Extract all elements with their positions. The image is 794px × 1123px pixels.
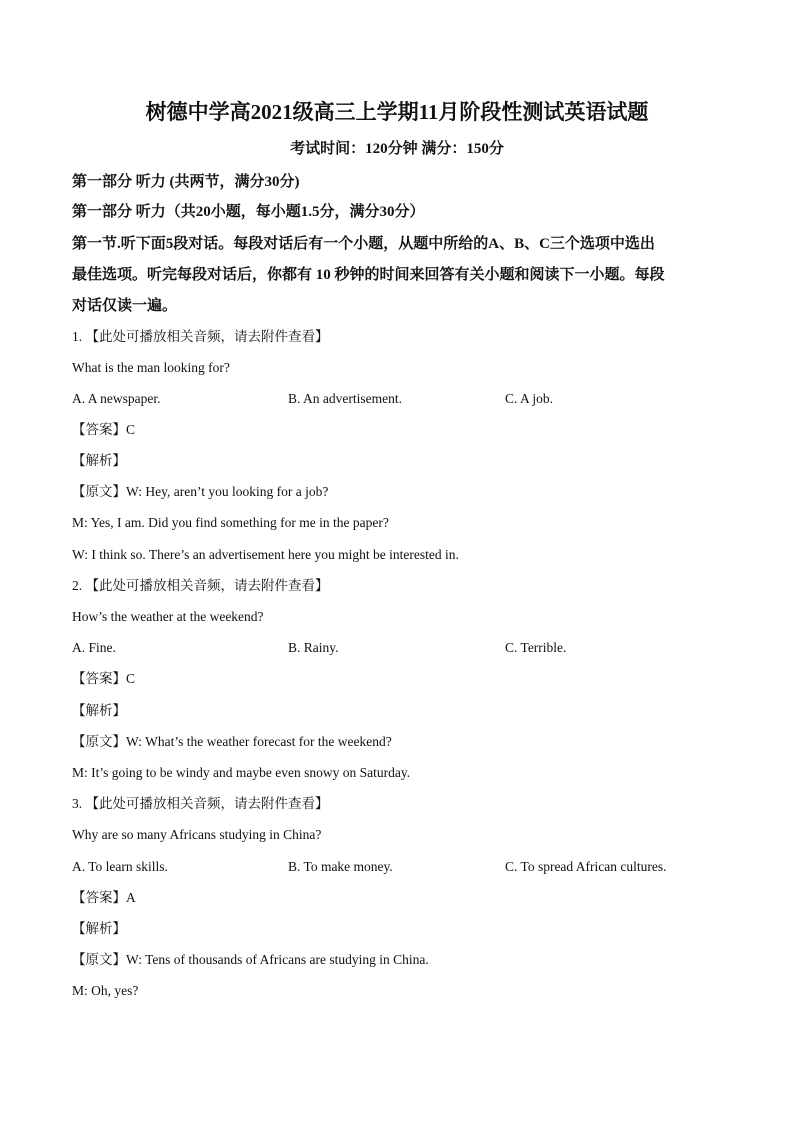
question-2-option-c: C. Terrible. <box>505 640 567 655</box>
question-2-analysis: 【解析】 <box>72 703 126 718</box>
question-2-option-b: B. Rainy. <box>288 640 339 655</box>
question-1-audio-note: 1. 【此处可播放相关音频，请去附件查看】 <box>72 329 329 344</box>
question-3-stem: Why are so many Africans studying in China? <box>72 827 322 842</box>
question-3-option-c: C. To spread African cultures. <box>505 859 667 874</box>
question-1-transcript-line-3: W: I think so. There’s an advertisement here you might be interested in. <box>72 547 459 562</box>
question-1-option-c: C. A job. <box>505 391 554 406</box>
question-3-transcript-line-1: 【原文】W: Tens of thousands of Africans are studying in China. <box>72 952 429 967</box>
question-2-audio-note: 2. 【此处可播放相关音频，请去附件查看】 <box>72 578 329 593</box>
question-2-option-a: A. Fine. <box>72 640 116 655</box>
exam-title: 树德中学高2021级高三上学期11月阶段性测试英语试题 <box>145 100 649 124</box>
question-1-analysis: 【解析】 <box>72 453 126 468</box>
question-3-option-b: B. To make money. <box>288 859 393 874</box>
question-3-analysis: 【解析】 <box>72 921 126 936</box>
question-2-stem: How’s the weather at the weekend? <box>72 609 264 624</box>
question-3-answer: 【答案】A <box>72 890 136 905</box>
question-1-option-b: B. An advertisement. <box>288 391 402 406</box>
question-1-stem: What is the man looking for? <box>72 360 230 375</box>
question-3-transcript-line-2: M: Oh, yes? <box>72 983 139 998</box>
section-one-instruction-line-2: 最佳选项。听完每段对话后，你都有 10 秒钟的时间来回答有关小题和阅读下一小题。每段 <box>72 267 665 283</box>
part-one-subheading: 第一部分 听力（共20小题，每小题1.5分，满分30分） <box>72 204 425 220</box>
section-one-instruction-line-1: 第一节.听下面5段对话。每段对话后有一个小题，从题中所给的A、B、C三个选项中选出 <box>72 236 655 252</box>
question-1-option-a: A. A newspaper. <box>72 391 161 406</box>
exam-time-and-score: 考试时间：120分钟 满分：150分 <box>290 141 504 157</box>
section-one-instruction-line-3: 对话仅读一遍。 <box>72 298 178 314</box>
question-3-option-a: A. To learn skills. <box>72 859 168 874</box>
question-1-answer: 【答案】C <box>72 422 136 437</box>
question-3-audio-note: 3. 【此处可播放相关音频，请去附件查看】 <box>72 796 329 811</box>
question-1-transcript-line-2: M: Yes, I am. Did you find something for me in the paper? <box>72 515 389 530</box>
question-2-transcript-line-2: M: It’s going to be windy and maybe even snowy on Saturday. <box>72 765 411 780</box>
question-2-answer: 【答案】C <box>72 671 136 686</box>
question-2-transcript-line-1: 【原文】W: What’s the weather forecast for the weekend? <box>72 734 392 749</box>
part-one-heading: 第一部分 听力 (共两节，满分30分) <box>72 174 300 190</box>
question-1-transcript-line-1: 【原文】W: Hey, aren’t you looking for a job? <box>72 484 329 499</box>
